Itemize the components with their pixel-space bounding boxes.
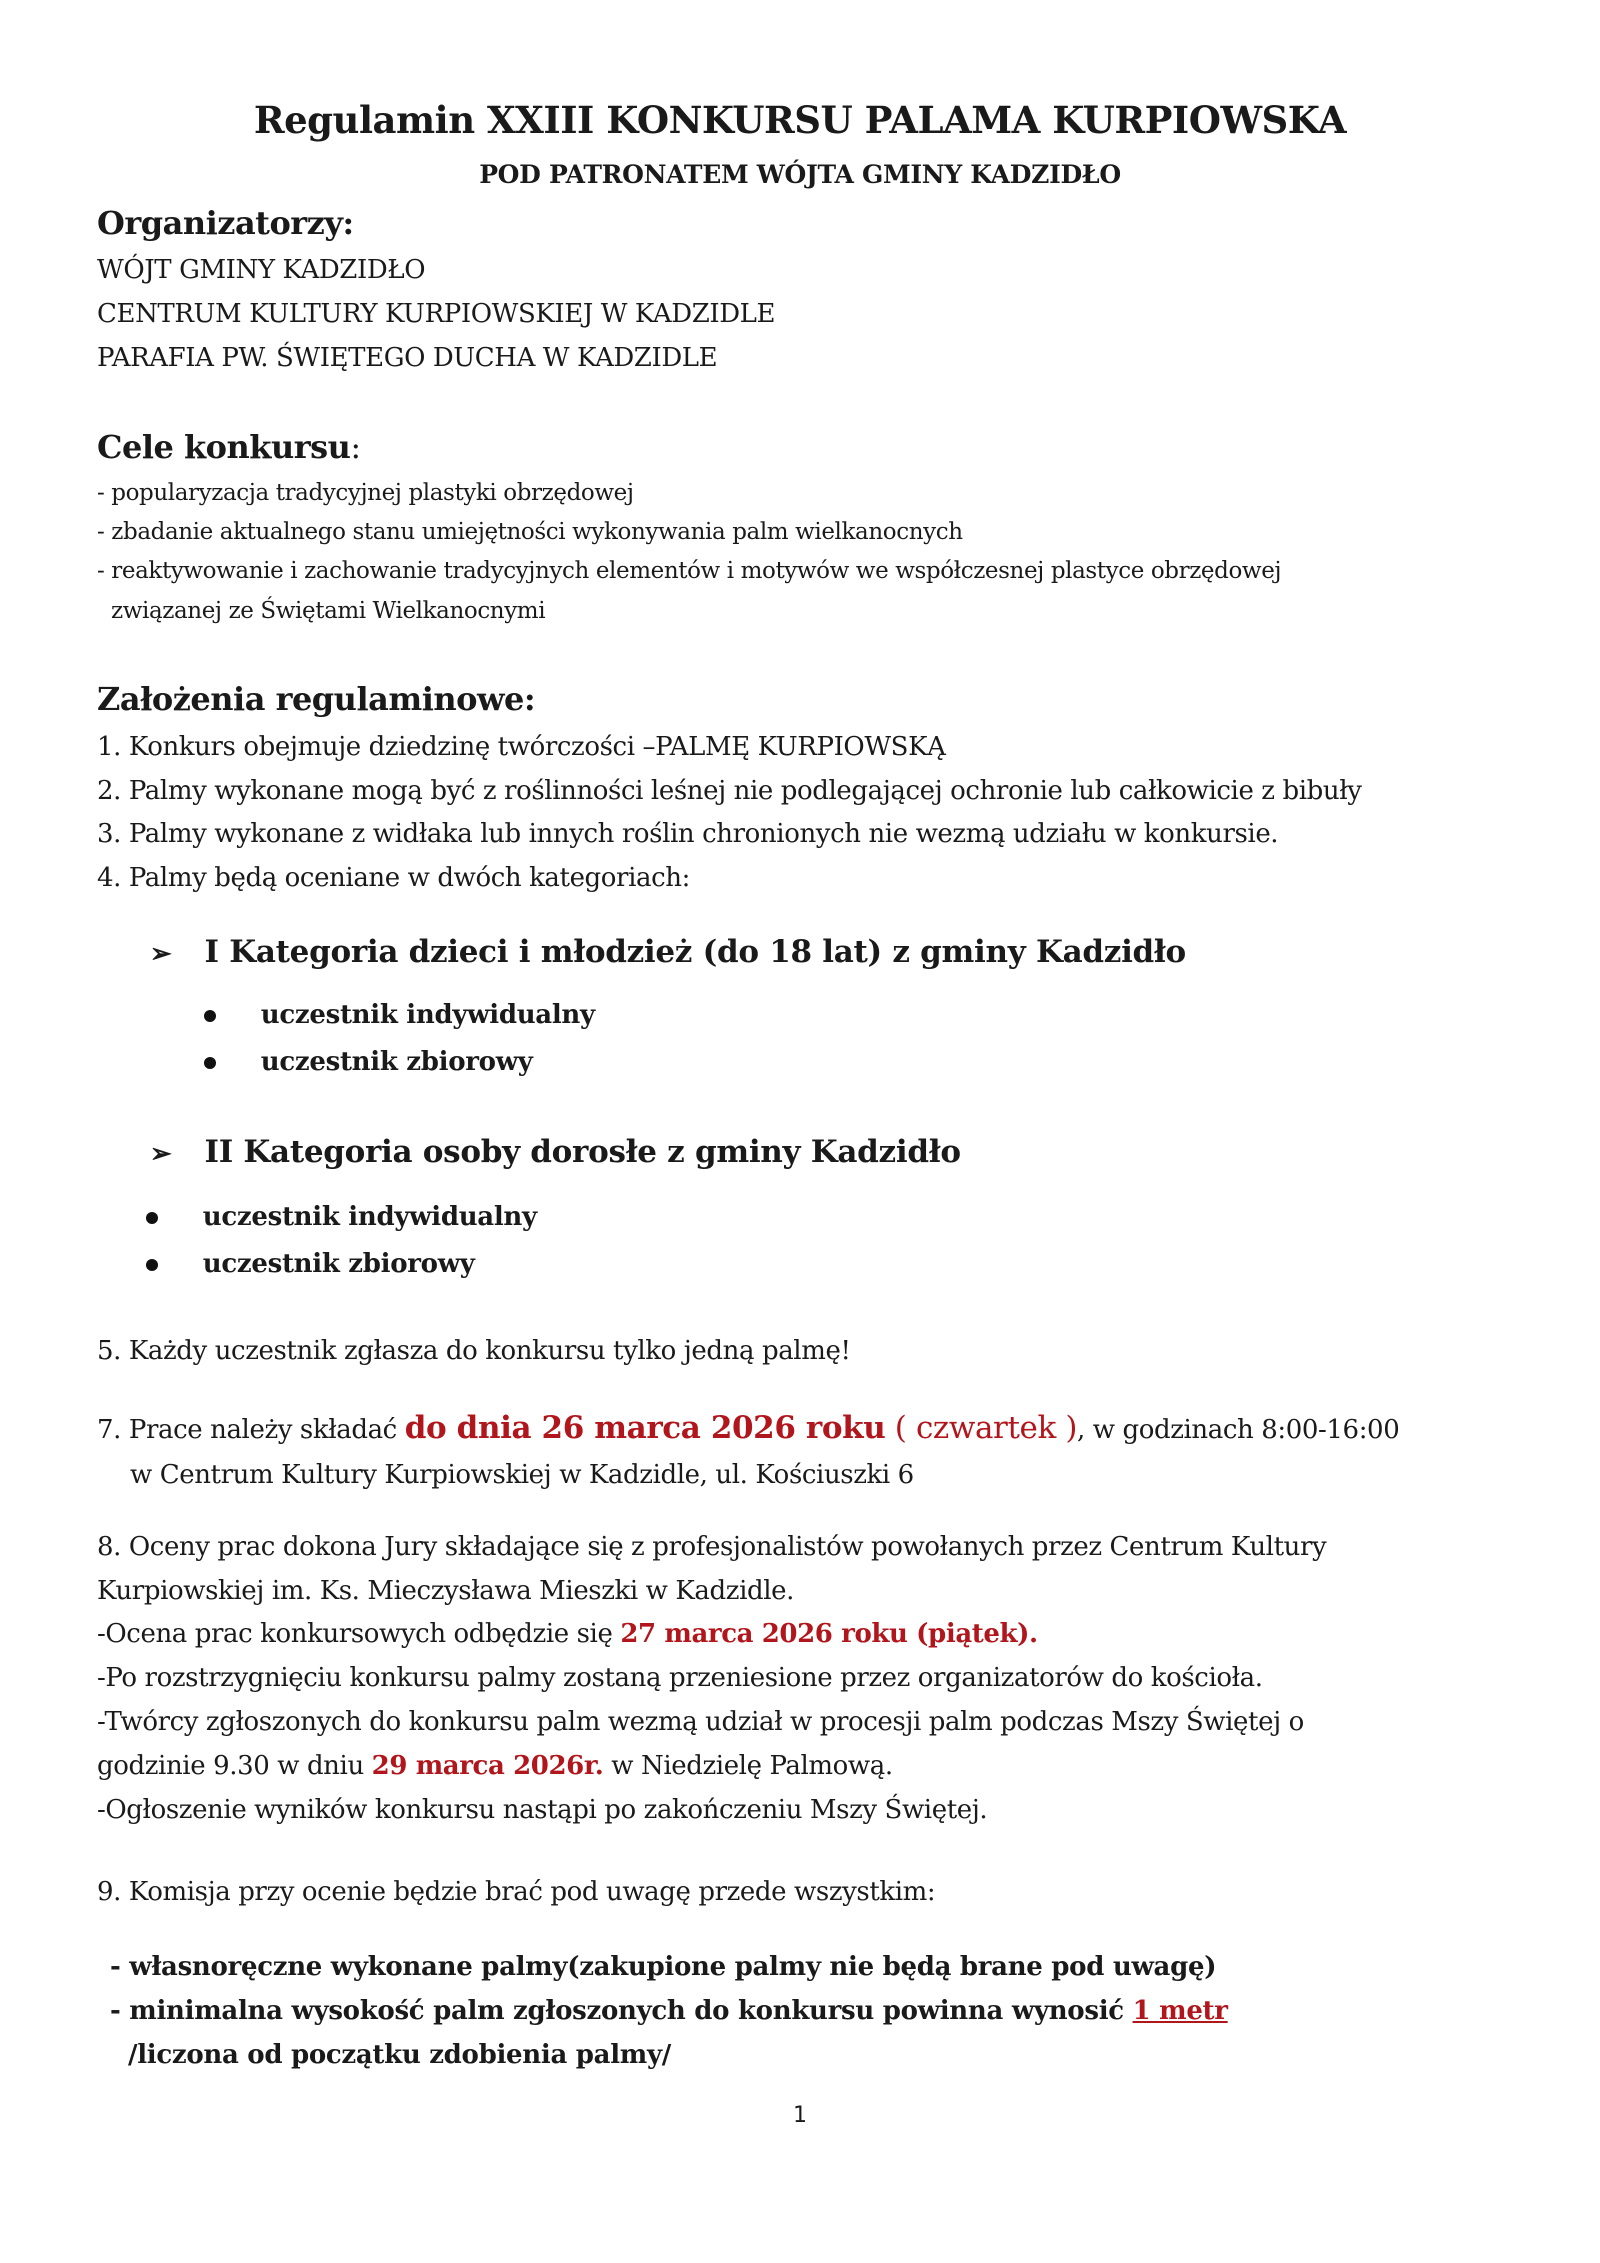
submission-weekday: ( czwartek )	[885, 1410, 1078, 1446]
rule-8-continuation: Kurpiowskiej im. Ks. Mieczysława Mieszki w Kadzidle.	[97, 1576, 794, 1606]
procession-prefix: godzinie 9.30 w dniu	[97, 1751, 372, 1781]
evaluation-date: 27 marca 2026 roku (piątek).	[620, 1619, 1038, 1649]
category-option	[204, 1047, 533, 1077]
rule-item-7	[97, 1410, 1399, 1446]
rule-7-prefix: 7. Prace należy składać	[97, 1415, 405, 1445]
bullet-icon	[146, 1212, 158, 1224]
category-option-label: uczestnik indywidualny	[260, 1000, 595, 1030]
criterion-note: /liczona od początku zdobienia palmy/	[128, 2040, 671, 2070]
goals-heading-colon: :	[350, 428, 361, 466]
page-number: 1	[793, 2103, 807, 2128]
organizer-item: CENTRUM KULTURY KURPIOWSKIEJ W KADZIDLE	[97, 299, 776, 329]
rule-item-5: 5. Każdy uczestnik zgłasza do konkursu tylko jedną palmę!	[97, 1336, 851, 1366]
transfer-line: -Po rozstrzygnięciu konkursu palmy zostaną przeniesione przez organizatorów do kościoła.	[97, 1663, 1263, 1693]
rule-item: 2. Palmy wykonane mogą być z roślinności leśnej nie podlegającej ochronie lub całkowicie z bibuły	[97, 776, 1362, 806]
category-option	[146, 1249, 475, 1279]
procession-suffix: w Niedzielę Palmową.	[603, 1751, 893, 1781]
evaluation-prefix: -Ocena prac konkursowych odbędzie się	[97, 1619, 621, 1649]
submission-deadline: do dnia 26 marca 2026 roku	[404, 1410, 886, 1446]
organizer-item: WÓJT GMINY KADZIDŁO	[97, 255, 426, 285]
rule-item: 4. Palmy będą oceniane w dwóch kategoriach:	[97, 863, 690, 893]
category-label: II Kategoria osoby dorosłe z gminy Kadzidło	[204, 1134, 961, 1170]
document-subtitle: POD PATRONATEM WÓJTA GMINY KADZIDŁO	[479, 160, 1121, 189]
category-option-label: uczestnik zbiorowy	[202, 1249, 475, 1279]
criterion-2-prefix: - minimalna wysokość palm zgłoszonych do konkursu powinna wynosić	[110, 1996, 1133, 2026]
category-option	[204, 1000, 595, 1030]
goals-heading-text: Cele konkursu	[97, 428, 351, 466]
procession-date: 29 marca 2026r.	[371, 1751, 604, 1781]
organizer-item: PARAFIA PW. ŚWIĘTEGO DUCHA W KADZIDLE	[97, 343, 718, 373]
category-one	[150, 934, 1186, 970]
rule-7-address: w Centrum Kultury Kurpiowskiej w Kadzidle, ul. Kościuszki 6	[130, 1460, 914, 1490]
rule-item: 3. Palmy wykonane z widłaka lub innych roślin chronionych nie wezmą udziału w konkursie.	[97, 819, 1279, 849]
document-title: Regulamin XXIII KONKURSU PALAMA KURPIOWSKA	[253, 98, 1347, 142]
category-two	[150, 1134, 961, 1170]
goal-item: - reaktywowanie i zachowanie tradycyjnych elementów i motywów we współczesnej plastyce obrzędowej	[97, 558, 1282, 584]
procession-date-line	[97, 1751, 893, 1781]
minimum-height-value: 1 metr	[1132, 1996, 1228, 2026]
rule-item-9: 9. Komisja przy ocenie będzie brać pod uwagę przede wszystkim:	[97, 1877, 936, 1907]
goal-item: - popularyzacja tradycyjnej plastyki obrzędowej	[97, 480, 634, 506]
arrow-bullet-icon: ➢	[150, 939, 172, 969]
goal-item-continuation: związanej ze Świętami Wielkanocnymi	[111, 598, 546, 624]
bullet-icon	[146, 1259, 158, 1271]
category-option-label: uczestnik zbiorowy	[260, 1047, 533, 1077]
rule-7-hours: , w godzinach 8:00-16:00	[1077, 1415, 1400, 1445]
category-option	[146, 1202, 537, 1232]
category-option-label: uczestnik indywidualny	[202, 1202, 537, 1232]
bullet-icon	[204, 1057, 216, 1069]
rule-item: 1. Konkurs obejmuje dziedzinę twórczości –PALMĘ KURPIOWSKĄ	[97, 732, 946, 762]
criterion-item	[110, 1996, 1228, 2026]
arrow-bullet-icon: ➢	[150, 1139, 172, 1169]
organizers-heading: Organizatorzy:	[97, 204, 354, 242]
rules-heading: Założenia regulaminowe:	[97, 680, 536, 718]
goal-item: - zbadanie aktualnego stanu umiejętności wykonywania palm wielkanocnych	[97, 519, 963, 545]
bullet-icon	[204, 1010, 216, 1022]
goals-heading	[97, 428, 361, 466]
results-line: -Ogłoszenie wyników konkursu nastąpi po zakończeniu Mszy Świętej.	[97, 1795, 988, 1825]
evaluation-line	[97, 1619, 1038, 1649]
category-label: I Kategoria dzieci i młodzież (do 18 lat) z gminy Kadzidło	[204, 934, 1186, 970]
criterion-item: - własnoręczne wykonane palmy(zakupione palmy nie będą brane pod uwagę)	[110, 1952, 1217, 1982]
rule-item-8: 8. Oceny prac dokona Jury składające się z profesjonalistów powołanych przez Centrum Kultury	[97, 1532, 1327, 1562]
procession-line: -Twórcy zgłoszonych do konkursu palm wezmą udział w procesji palm podczas Mszy Świętej o	[97, 1707, 1304, 1737]
